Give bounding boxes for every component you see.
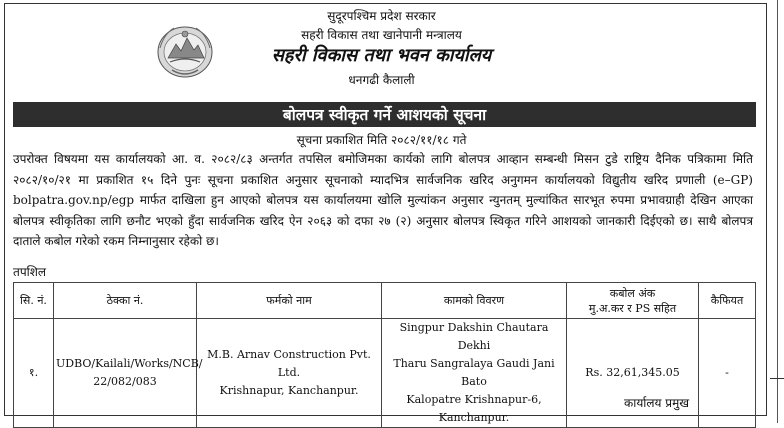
ministry-title: सहरी विकास तथा खानेपानी मन्त्रालय: [301, 28, 462, 42]
header-sn: सि. नं.: [14, 283, 54, 319]
page-edge-mark: [770, 378, 784, 379]
work-line2: Tharu Sangralaya Gaudi Jani Bato: [393, 357, 555, 388]
contract-line1: UDBO/Kailali/Works/NCB/: [56, 357, 203, 370]
table-header-row: [14, 283, 756, 319]
firm-line1: M.B. Arnav Construction Pvt. Ltd.: [207, 348, 371, 379]
table-row: [14, 319, 756, 428]
header-amount-line1: कबोल अंक: [609, 286, 656, 300]
work-line3: Kalopatre Krishnapur-6, Kanchanpur.: [406, 393, 542, 424]
cell-work: [382, 319, 567, 428]
office-title: सहरी विकास तथा भवन कार्यालय: [271, 45, 492, 66]
province-title: सुदूरपश्चिम प्रदेश सरकार: [327, 9, 436, 23]
header-work: कामको विवरण: [382, 283, 567, 319]
firm-line2: Krishnapur, Kanchanpur.: [219, 384, 359, 397]
page-edge-line: [777, 0, 778, 423]
schedule-label: तपशिल: [13, 265, 47, 279]
header-firm: फर्मको नाम: [197, 283, 382, 319]
header-amount-line2: मु.अ.कर र PS सहित: [588, 301, 677, 315]
published-date: सूचना प्रकाशित मिति २०८२/११/१८ गते: [296, 133, 467, 147]
header-remarks: कैफियत: [699, 283, 756, 319]
cell-sn: १.: [14, 319, 54, 428]
contract-line2: 22/082/083: [93, 375, 157, 388]
notice-body: उपरोक्त विषयमा यस कार्यालयको आ. व. २०८२/८३ अन्तर्गत तपसिल बमोजिमका कार्यको लागि बोलपत्र आव्हान सम्बन्धी मिसन टुडे राष्ट्रिय दैनिक पत्रिकामा मिति २०८२/१०/२१ मा प्रकाशित १५ दिने पुनः सूचना प्रकाशित अनुसार सूचनाको म्यादभित्र सार्वजनिक खरिद अनुगमन कार्यालयको विद्युतीय खरिद प्रणाली (e–GP) bolpatra.gov.np/egp मार्फत दाखिला हुन आएको बोलपत्र यस कार्यालयमा खोलि मुल्यांकन अनुसार न्युनतम् मुल्यांकित सारभूत रुपमा प्रभावग्राही देखिन आएका बोलपत्र स्वीकृतिका लागि छनौट भएको हुँदा सार्वजनिक खरिद ऐन २०६३ को दफा २७ (२) अनुसार बोलपत्र स्विकृत गरिने आशयको जानकारी दिईएको छ। साथै बोलपत्र दाताले कबोल गरेको रकम निम्नानुसार रहेको छ।: [13, 152, 753, 248]
cell-contract-no: [54, 319, 203, 428]
notice-title-banner: बोलपत्र स्वीकृत गर्ने आशयको सूचना: [13, 102, 756, 127]
cell-remarks: -: [699, 319, 756, 428]
signature: कार्यालय प्रमुख: [624, 396, 690, 410]
office-location: धनगढी कैलाली: [348, 73, 415, 87]
work-line1: Singpur Dakshin Chautara Dekhi: [399, 321, 549, 352]
header-amount: [567, 283, 699, 319]
header-contract-no: ठेक्का नं.: [54, 283, 197, 319]
cell-firm: [197, 319, 382, 428]
cell-amount: Rs. 32,61,345.05: [567, 319, 699, 428]
